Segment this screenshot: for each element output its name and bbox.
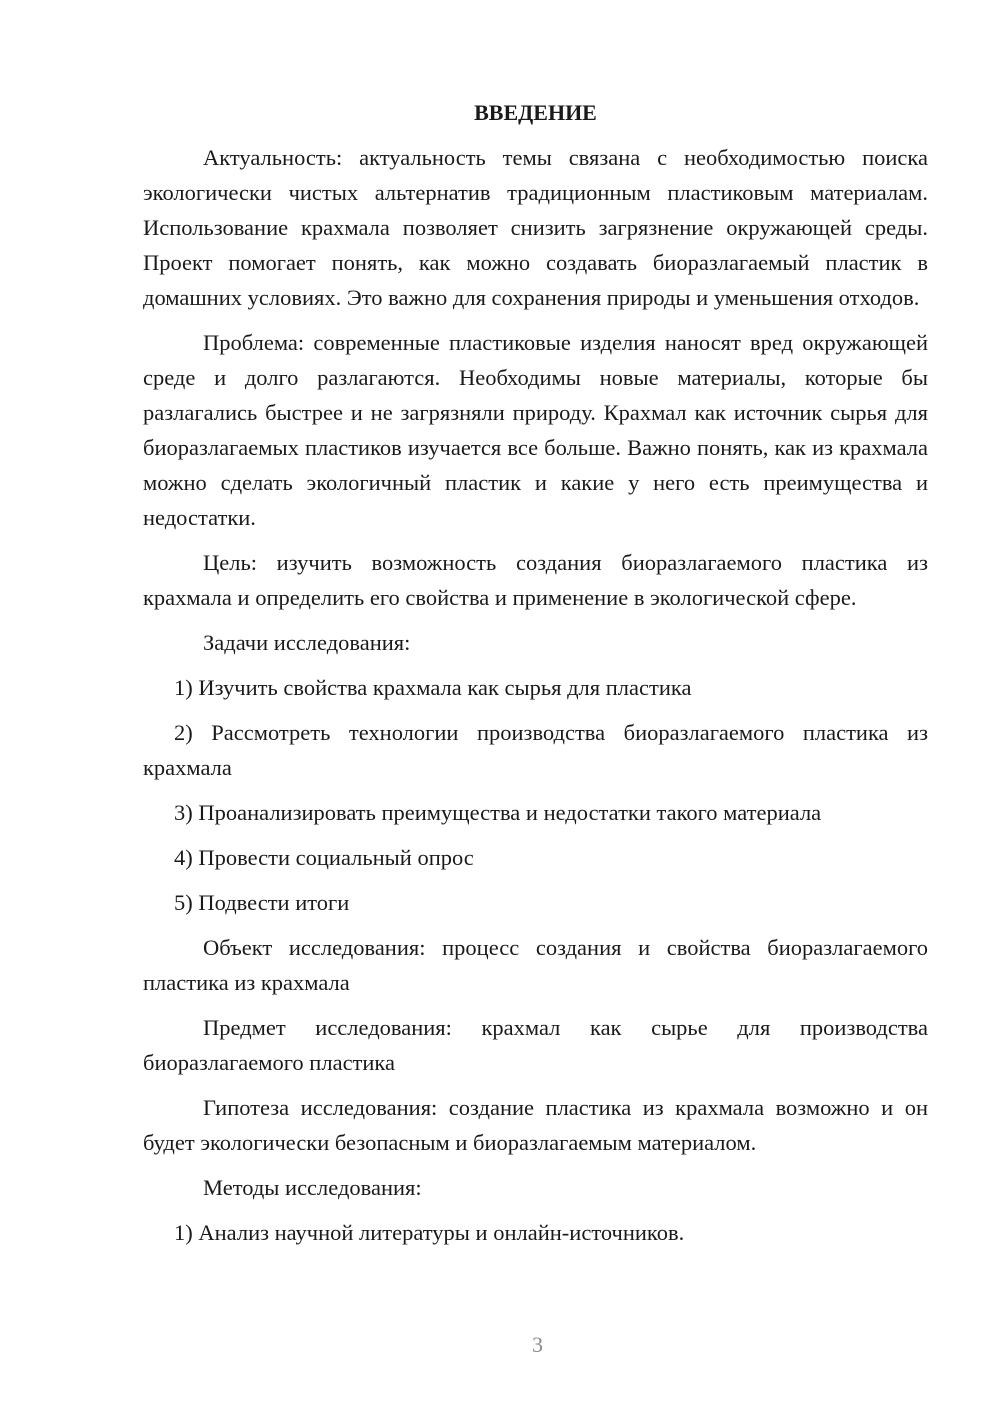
relevance-paragraph: Актуальность: актуальность темы связана с необходимостью поиска экологически чистых альтернатив традиционным пластиковым материалам. Использование крахмала позволяет снизить загрязнение окружающей среды. Проект помогает понять, как можно создавать биоразлагаемый пластик в домашних условиях. Это важно для сохранения природы и уменьшения отходов. — [143, 145, 928, 310]
task-item: 1) Изучить свойства крахмала как сырья для пластика — [174, 675, 692, 700]
section-heading: ВВЕДЕНИЕ — [474, 100, 597, 125]
task-item: 4) Провести социальный опрос — [174, 845, 474, 870]
subject-paragraph: Предмет исследования: крахмал как сырье для производства биоразлагаемого пластика — [143, 1015, 928, 1075]
document-page — [143, 95, 928, 1260]
method-item: 1) Анализ научной литературы и онлайн-источников. — [174, 1220, 685, 1245]
tasks-heading: Задачи исследования: — [203, 630, 411, 655]
task-item: 5) Подвести итоги — [174, 890, 350, 915]
methods-heading: Методы исследования: — [203, 1175, 422, 1200]
page-number: 3 — [532, 1332, 543, 1357]
hypothesis-paragraph: Гипотеза исследования: создание пластика из крахмала возможно и он будет экологически безопасным и биоразлагаемым материалом. — [143, 1095, 928, 1155]
object-paragraph: Объект исследования: процесс создания и свойства биоразлагаемого пластика из крахмала — [143, 935, 928, 995]
task-item: 2) Рассмотреть технологии производства биоразлагаемого пластика из крахмала — [143, 720, 928, 780]
problem-paragraph: Проблема: современные пластиковые изделия наносят вред окружающей среде и долго разлагаются. Необходимы новые материалы, которые бы разлагались быстрее и не загрязняли природу. Крахмал как источник сырья для биоразлагаемых пластиков изучается все больше. Важно понять, как из крахмала можно сделать экологичный пластик и какие у него есть преимущества и недостатки. — [143, 330, 928, 530]
task-item: 3) Проанализировать преимущества и недостатки такого материала — [174, 800, 822, 825]
goal-paragraph: Цель: изучить возможность создания биоразлагаемого пластика из крахмала и определить его свойства и применение в экологической сфере. — [143, 550, 928, 610]
